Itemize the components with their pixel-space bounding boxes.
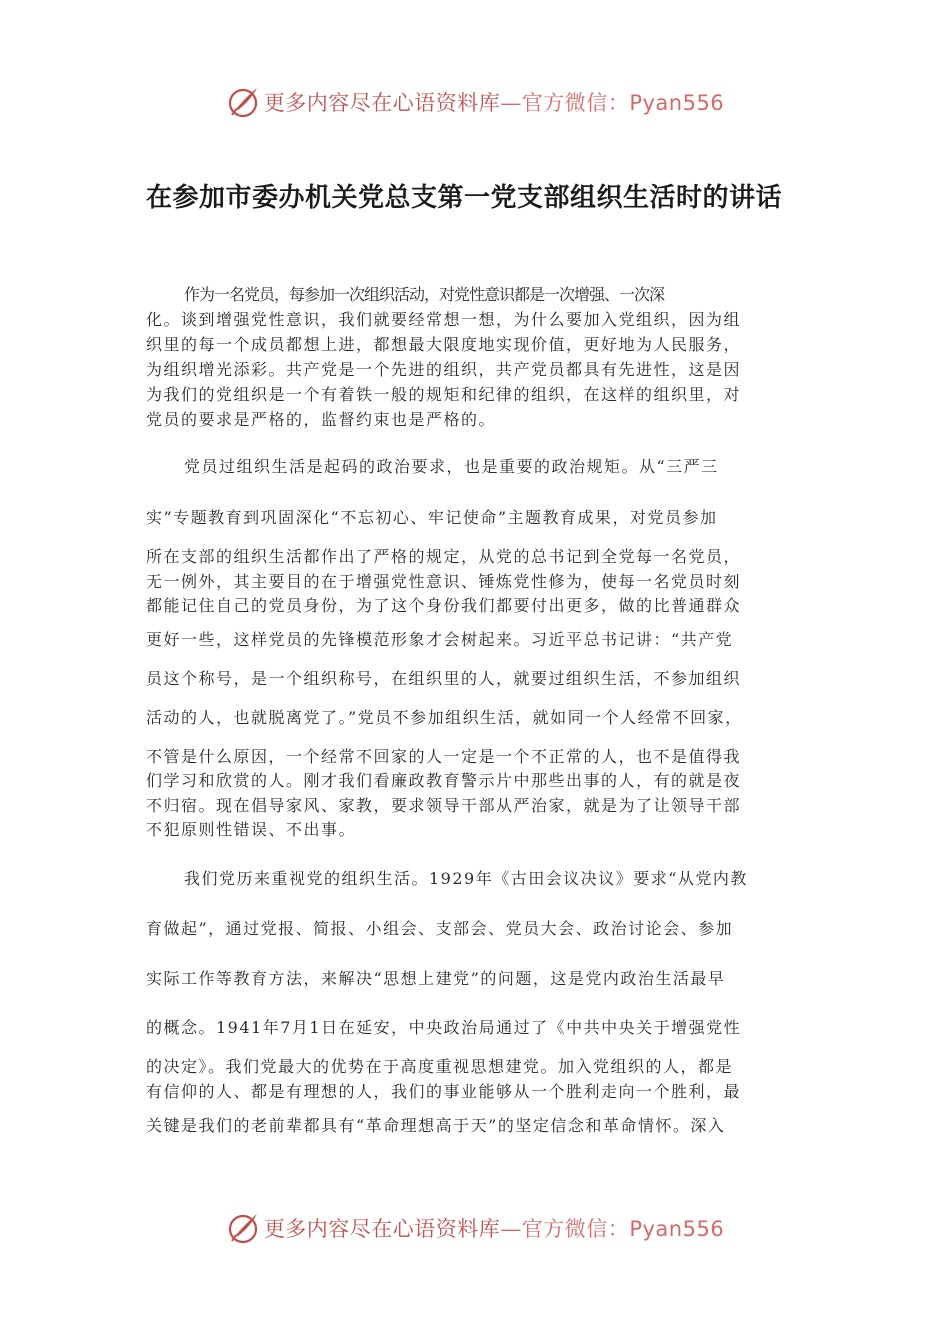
text-line: 不管是什么原因，一个经常不回家的人一定是一个不正常的人，也不是值得我: [146, 747, 742, 766]
watermark-text: 更多内容尽在心语资料库—官方微信：Pyan556: [263, 1217, 725, 1241]
text-line: 为我们的党组织是一个有着铁一般的规矩和纪律的组织，在这样的组织里，对: [146, 385, 742, 404]
text-line: 我们党历来重视党的组织生活。1929年《古田会议决议》要求“从党内教: [184, 869, 748, 888]
quill-logo-icon: [226, 85, 260, 119]
text-line: 作为一名党员，每参加一次组织活动，对党性意识都是一次增强、一次深: [184, 285, 665, 304]
quill-logo-icon: [226, 1211, 260, 1245]
text-line: 育做起”，通过党报、简报、小组会、支部会、党员大会、政治讨论会、参加: [146, 919, 734, 938]
text-line: 不犯原则性错误、不出事。: [146, 820, 357, 839]
text-line: 为组织增光添彩。共产党是一个先进的组织，共产党员都具有先进性，这是因: [146, 360, 742, 379]
text-line: 有信仰的人、都是有理想的人，我们的事业能够从一个胜利走向一个胜利，最: [146, 1082, 742, 1101]
watermark-banner-top: [0, 82, 950, 122]
text-line: 党员的要求是严格的，监督约束也是严格的。: [146, 410, 497, 429]
text-line: 党员过组织生活是起码的政治要求，也是重要的政治规矩。从“三严三: [184, 457, 719, 476]
text-line: 活动的人，也就脱离党了。”党员不参加组织生活，就如同一个人经常不回家，: [146, 708, 743, 727]
text-line: 的决定》。我们党最大的优势在于高度重视思想建党。加入党组织的人，都是: [146, 1057, 734, 1076]
text-line: 更好一些，这样党员的先锋模范形象才会树起来。习近平总书记讲：“共产党: [146, 630, 734, 649]
text-line: 员这个称号，是一个组织称号，在组织里的人，就要过组织生活，不参加组织: [146, 669, 742, 688]
text-line: 化。谈到增强党性意识，我们就要经常想一想，为什么要加入党组织，因为组: [146, 310, 742, 329]
paragraph-1: [146, 282, 806, 432]
text-line: 实际工作等教育方法，来解决“思想上建党”的问题，这是党内政治生活最早: [146, 969, 726, 988]
text-line: 无一例外，其主要目的在于增强党性意识、锤炼党性修为，使每一名党员时刻: [146, 572, 742, 591]
text-line: 的概念。1941年7月1日在延安，中央政治局通过了《中共中央关于增强党性: [146, 1018, 742, 1037]
text-line: 都能记住自己的党员身份，为了这个身份我们都要付出更多，做的比普通群众: [146, 596, 742, 615]
text-line: 织里的每一个成员都想上进，都想最大限度地实现价值，更好地为人民服务，: [146, 335, 742, 354]
page-title: 在参加市委办机关党总支第一党支部组织生活时的讲话: [146, 183, 783, 213]
text-line: 实”专题教育到巩固深化“不忘初心、牢记使命”主题教育成果，对党员参加: [146, 508, 718, 527]
text-line: 不归宿。现在倡导家风、家教，要求领导干部从严治家，就是为了让领导干部: [146, 796, 742, 815]
watermark-text: 更多内容尽在心语资料库—官方微信：Pyan556: [263, 91, 725, 115]
text-line: 关键是我们的老前辈都具有“革命理想高于天”的坚定信念和革命情怀。深入: [146, 1116, 726, 1135]
text-line: 所在支部的组织生活都作出了严格的规定，从党的总书记到全党每一名党员，: [146, 547, 742, 566]
text-line: 们学习和欣赏的人。刚才我们看廉政教育警示片中那些出事的人，有的就是夜: [146, 771, 742, 790]
watermark-banner-bottom: [0, 1208, 950, 1248]
